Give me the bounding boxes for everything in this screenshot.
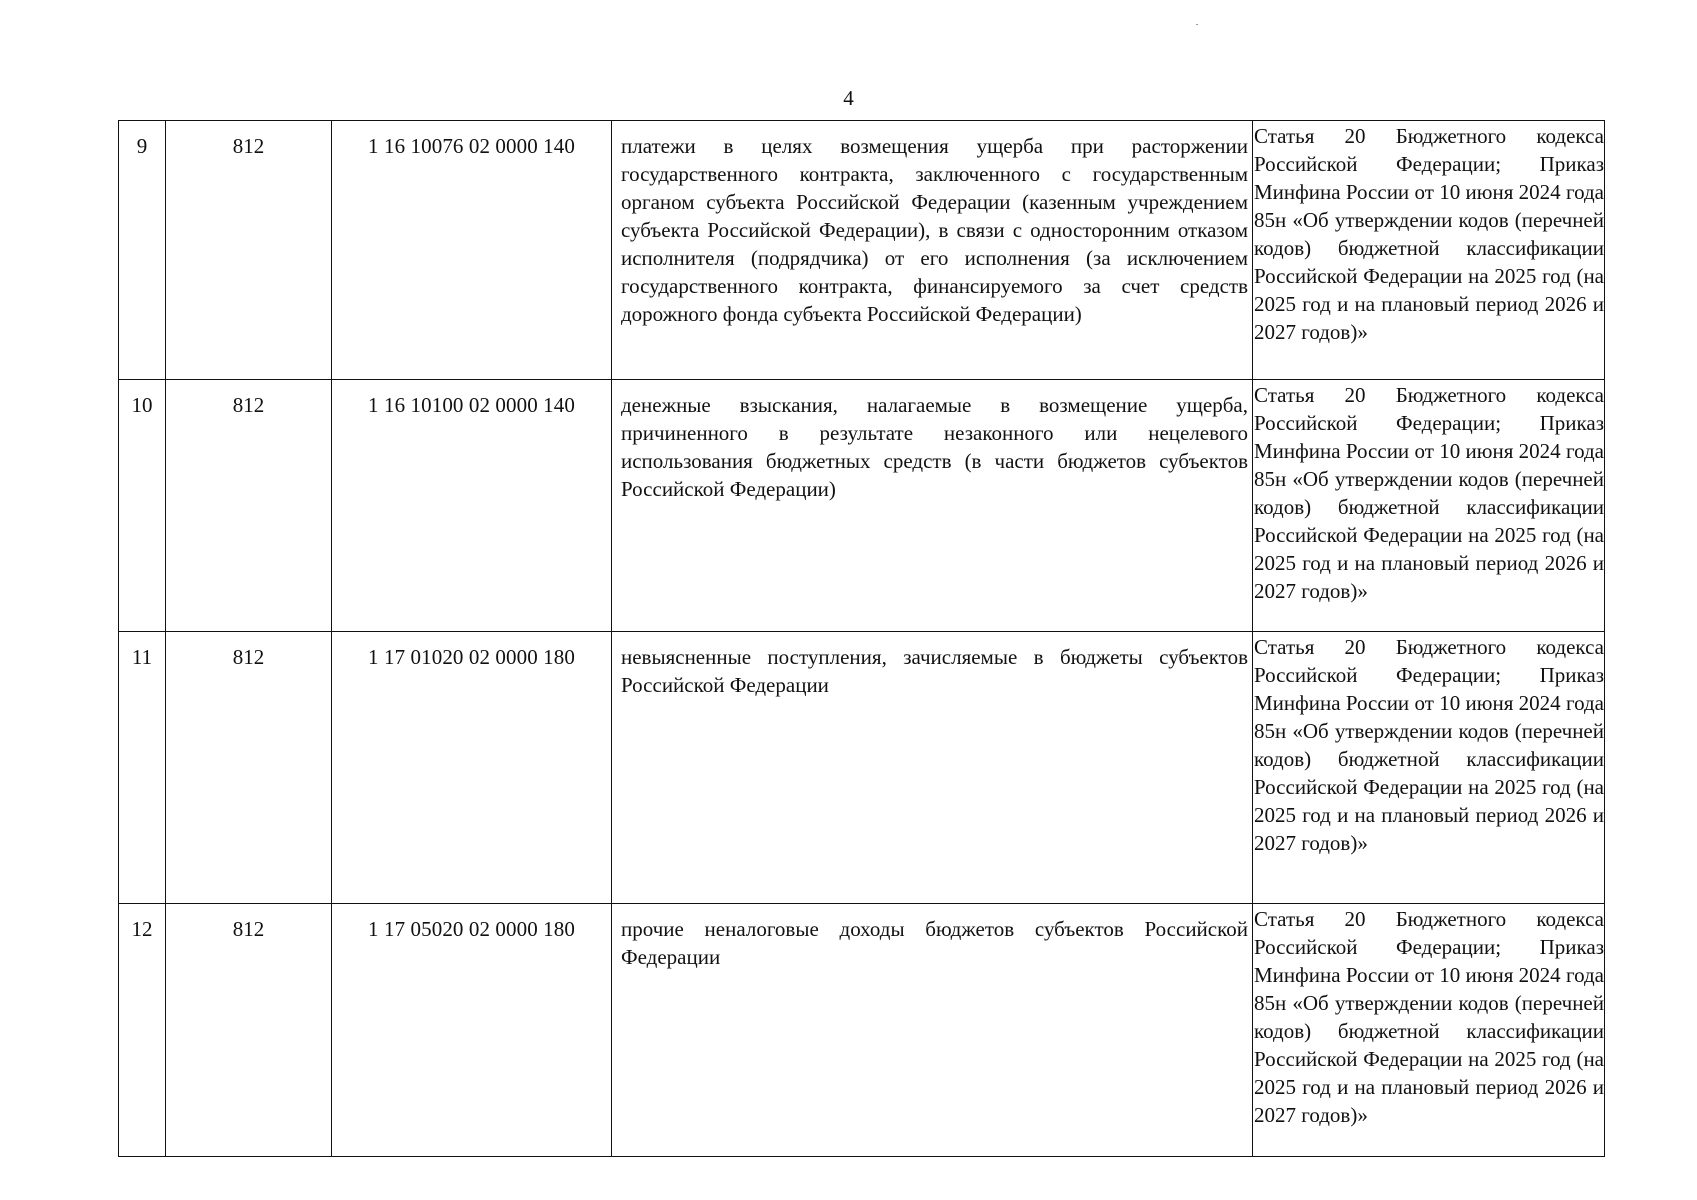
legal-basis-cell [1253, 380, 1605, 632]
row-number: 9 [136, 134, 148, 158]
row-number-cell [119, 121, 166, 380]
income-name-cell [612, 121, 1253, 380]
admin-code-cell [166, 904, 332, 1157]
row-number-cell [119, 632, 166, 904]
income-code-cell [332, 121, 612, 380]
legal-basis: Статья 20 Бюджетного кодекса Российской Федерации; Приказ Минфина России от 10 июня 2024 года 85н «Об утверждении кодов (перечней кодов) бюджетной классификации Российской Федерации на 2025 год (на 2025 год и на плановый период 2026 и 2027 годов)» [1254, 635, 1604, 855]
row-number-cell [119, 904, 166, 1157]
income-name: денежные взыскания, налагаемые в возмещение ущерба, причиненного в результате незаконного или нецелевого использования бюджетных средств (в части бюджетов субъектов Российской Федерации) [621, 393, 1248, 501]
income-code-cell [332, 380, 612, 632]
income-name-cell [612, 904, 1253, 1157]
legal-basis-cell [1253, 632, 1605, 904]
table-row [119, 121, 1605, 380]
income-name: невыясненные поступления, зачисляемые в бюджеты субъектов Российской Федерации [621, 645, 1248, 697]
legal-basis-cell [1253, 121, 1605, 380]
admin-code: 812 [232, 134, 265, 158]
row-number-cell [119, 380, 166, 632]
income-name-cell [612, 380, 1253, 632]
table-row [119, 632, 1605, 904]
budget-income-table [118, 120, 1605, 1157]
admin-code: 812 [232, 393, 265, 417]
admin-code: 812 [232, 917, 265, 941]
row-number: 12 [131, 917, 153, 941]
page-number: 4 [843, 86, 854, 110]
scan-speck [1196, 24, 1198, 25]
income-code: 1 17 01020 02 0000 180 [368, 645, 575, 669]
income-code: 1 17 05020 02 0000 180 [368, 917, 575, 941]
income-name-cell [612, 632, 1253, 904]
table-row [119, 904, 1605, 1157]
legal-basis: Статья 20 Бюджетного кодекса Российской Федерации; Приказ Минфина России от 10 июня 2024 года 85н «Об утверждении кодов (перечней кодов) бюджетной классификации Российской Федерации на 2025 год (на 2025 год и на плановый период 2026 и 2027 годов)» [1254, 124, 1604, 344]
legal-basis-cell [1253, 904, 1605, 1157]
admin-code-cell [166, 380, 332, 632]
income-name: прочие неналоговые доходы бюджетов субъектов Российской Федерации [621, 917, 1248, 969]
income-code: 1 16 10076 02 0000 140 [368, 134, 575, 158]
income-code-cell [332, 904, 612, 1157]
admin-code: 812 [232, 645, 265, 669]
income-code: 1 16 10100 02 0000 140 [368, 393, 575, 417]
income-code-cell [332, 632, 612, 904]
legal-basis: Статья 20 Бюджетного кодекса Российской Федерации; Приказ Минфина России от 10 июня 2024 года 85н «Об утверждении кодов (перечней кодов) бюджетной классификации Российской Федерации на 2025 год (на 2025 год и на плановый период 2026 и 2027 годов)» [1254, 383, 1604, 603]
table-row [119, 380, 1605, 632]
row-number: 11 [131, 645, 153, 669]
legal-basis: Статья 20 Бюджетного кодекса Российской Федерации; Приказ Минфина России от 10 июня 2024 года 85н «Об утверждении кодов (перечней кодов) бюджетной классификации Российской Федерации на 2025 год (на 2025 год и на плановый период 2026 и 2027 годов)» [1254, 907, 1604, 1127]
admin-code-cell [166, 632, 332, 904]
row-number: 10 [131, 393, 153, 417]
admin-code-cell [166, 121, 332, 380]
income-name: платежи в целях возмещения ущерба при расторжении государственного контракта, заключенного с государственным органом субъекта Российской Федерации (казенным учреждением субъекта Российской Федерации), в связи с односторонним отказом исполнителя (подрядчика) от его исполнения (за исключением государственного контракта, финансируемого за счет средств дорожного фонда субъекта Российской Федерации) [621, 134, 1248, 326]
